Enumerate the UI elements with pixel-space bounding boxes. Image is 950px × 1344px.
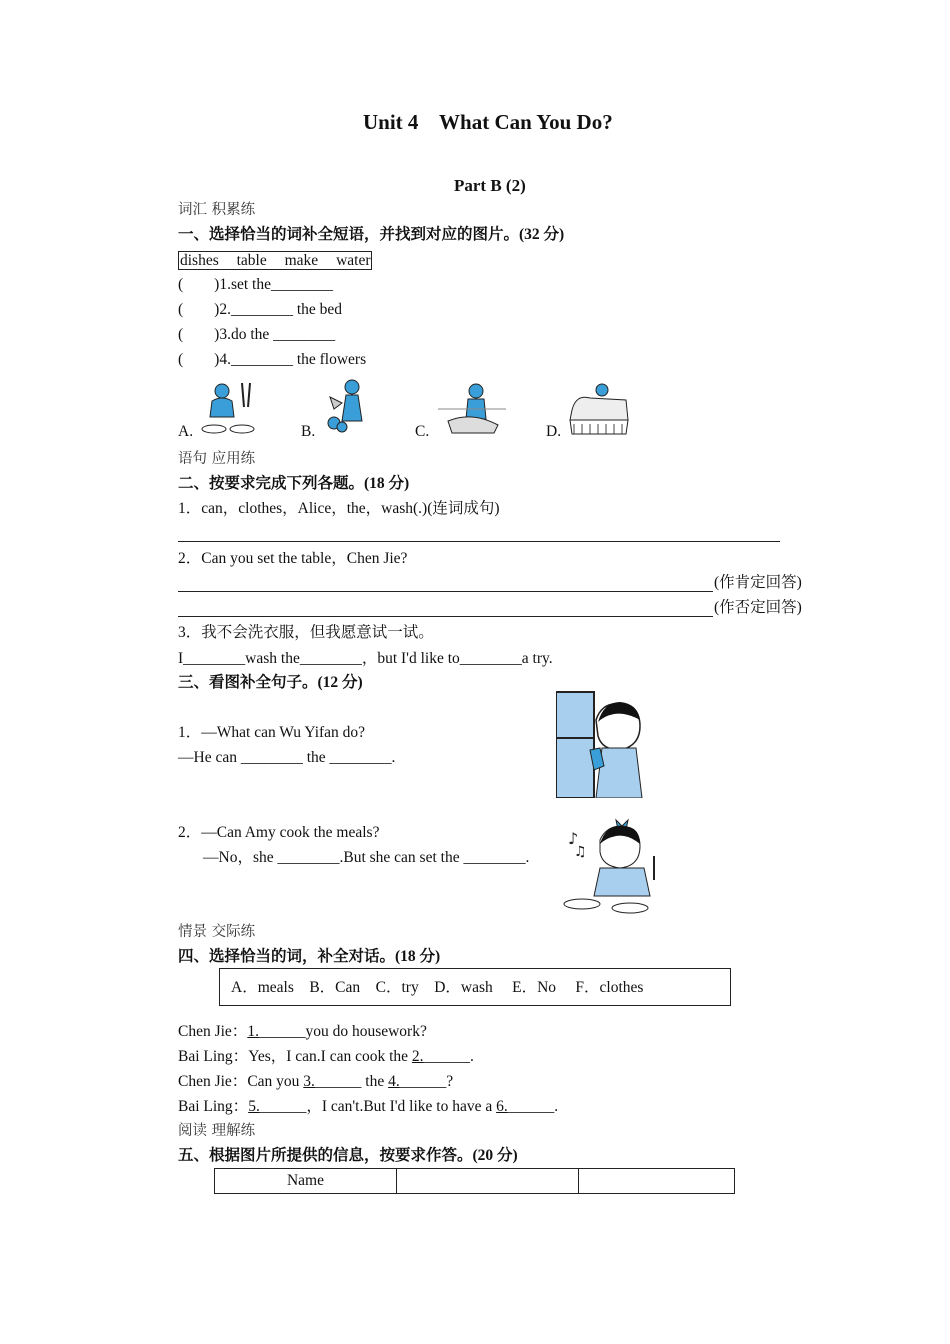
- dialogue-text: ______you do housework?: [258, 1023, 427, 1040]
- pictures-q2-answer: —No，she ________.But she can set the ________.: [203, 849, 530, 866]
- table-cell-3: [579, 1169, 735, 1194]
- blank-number: 1.: [247, 1023, 259, 1040]
- option-b-label: B.: [301, 423, 316, 440]
- q2-yes-hint: (作肯定回答): [714, 574, 802, 591]
- dialogue-heading: 四、选择恰当的词，补全对话。(18 分): [178, 948, 441, 965]
- vocab-item-1: ( )1.set the________: [178, 276, 333, 293]
- dialogue-text: ______?: [399, 1073, 454, 1090]
- dialogue-line: [178, 1022, 427, 1042]
- sentences-q1: 1．can，clothes，Alice，the，wash(.)(连词成句): [178, 500, 500, 517]
- sentences-q3-line: I________wash the________，but I'd like to________a try.: [178, 650, 553, 667]
- blank-number: 6.: [496, 1098, 508, 1115]
- answer-line-q2-no: [178, 616, 713, 617]
- sentences-category: 语句 应用练: [178, 451, 256, 467]
- sentences-q3: 3．我不会洗衣服，但我愿意试一试。: [178, 624, 434, 641]
- pictures-q1-question: 1．—What can Wu Yifan do?: [178, 724, 366, 741]
- vocab-item-2: ( )2.________ the bed: [178, 301, 343, 318]
- dialogue-line: [178, 1072, 453, 1092]
- option-c-label: C.: [415, 423, 430, 440]
- making-bed-icon: [438, 381, 506, 437]
- vocab-item-4: ( )4.________ the flowers: [178, 351, 367, 368]
- dialogue-speaker: Chen Jie：: [178, 1023, 248, 1040]
- page-subtitle: Part B (2): [454, 176, 526, 195]
- dialogue-text: Yes，I can.I can cook the: [248, 1048, 412, 1065]
- blank-number: 4.: [388, 1073, 400, 1090]
- blank-number: 3.: [303, 1073, 315, 1090]
- dialogue-text: ______.: [507, 1098, 559, 1115]
- girl-setting-table-icon: [560, 816, 664, 916]
- word-box: dishes table make water: [180, 252, 371, 269]
- table-cell-2: [397, 1169, 579, 1194]
- sentences-q2: 2．Can you set the table，Chen Jie?: [178, 550, 408, 567]
- option-d-label: D.: [546, 423, 562, 440]
- dialogue-options: A．meals B．Can C．try D．wash E．No F．clothes: [231, 979, 644, 996]
- reading-heading: 五、根据图片所提供的信息，按要求作答。(20 分): [178, 1147, 518, 1164]
- dialogue-text: ______，I can't.But I'd like to have a: [259, 1098, 497, 1115]
- dialogue-speaker: Bai Ling：: [178, 1048, 249, 1065]
- dialogue-options-box: [219, 968, 731, 1006]
- washing-dishes-icon: [198, 377, 260, 437]
- page-title: Unit 4 What Can You Do?: [363, 110, 613, 134]
- dialogue-text: ______.: [423, 1048, 474, 1065]
- reading-category: 阅读 理解练: [178, 1123, 256, 1139]
- watering-flowers-icon: [320, 377, 376, 435]
- svg-text:♫: ♫: [574, 844, 587, 860]
- table-row: [215, 1169, 735, 1194]
- dialogue-text: ______ the: [314, 1073, 389, 1090]
- option-a-label: A.: [178, 423, 194, 440]
- pictures-q1-answer: —He can ________ the ________.: [178, 749, 396, 766]
- pictures-heading: 三、看图补全句子。(12 分): [178, 674, 363, 691]
- answer-line-q2-yes: [178, 591, 713, 592]
- blank-number: 5.: [248, 1098, 260, 1115]
- answer-line-q1: [178, 541, 780, 542]
- svg-text:♪: ♪: [568, 829, 579, 848]
- vocab-category: 词汇 积累练: [178, 202, 256, 218]
- dialogue-text: Can you: [247, 1073, 304, 1090]
- table-cell-name: Name: [215, 1169, 397, 1194]
- vocab-heading: 一、选择恰当的词补全短语，并找到对应的图片。(32 分): [178, 226, 565, 243]
- blank-number: 2.: [411, 1048, 424, 1065]
- dialogue-category: 情景 交际练: [178, 924, 256, 940]
- dialogue-speaker: Bai Ling：: [178, 1098, 249, 1115]
- boy-cleaning-window-icon: [556, 690, 644, 798]
- set-table-icon: [566, 380, 632, 438]
- pictures-q2-question: 2．—Can Amy cook the meals?: [178, 824, 380, 841]
- info-table: [214, 1168, 735, 1194]
- sentences-heading: 二、按要求完成下列各题。(18 分): [178, 475, 410, 492]
- dialogue-speaker: Chen Jie：: [178, 1073, 248, 1090]
- dialogue-line: [178, 1047, 474, 1067]
- vocab-item-3: ( )3.do the ________: [178, 326, 336, 343]
- q2-no-hint: (作否定回答): [714, 599, 802, 616]
- dialogue-line: [178, 1097, 558, 1117]
